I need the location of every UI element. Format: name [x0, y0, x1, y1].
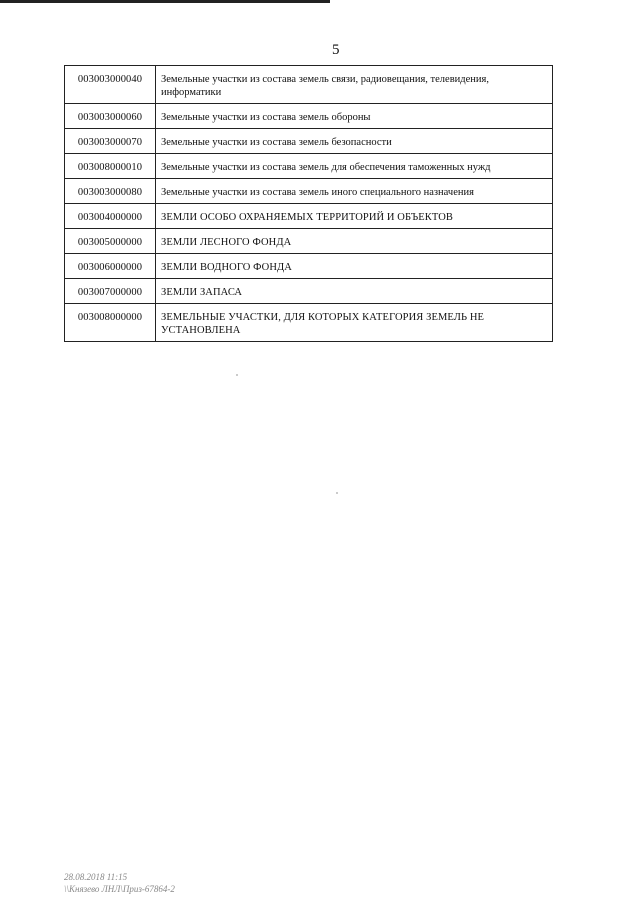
page-number: 5 — [332, 42, 340, 58]
scan-speck — [236, 374, 238, 376]
category-code: 003008000010 — [65, 154, 156, 179]
category-code: 003006000000 — [65, 254, 156, 279]
table-row — [65, 66, 553, 104]
category-code: 003003000080 — [65, 179, 156, 204]
scan-speck — [336, 492, 338, 494]
category-code: 003008000000 — [65, 304, 156, 342]
table-row — [65, 154, 553, 179]
category-name: Земельные участки из состава земель обороны — [156, 104, 553, 129]
category-name: ЗЕМЛИ ВОДНОГО ФОНДА — [156, 254, 553, 279]
category-name: Земельные участки из состава земель связи, радиовещания, телевидения, информатики — [156, 66, 553, 104]
category-name: Земельные участки из состава земель безопасности — [156, 129, 553, 154]
category-name: ЗЕМЛИ ЛЕСНОГО ФОНДА — [156, 229, 553, 254]
table-row — [65, 129, 553, 154]
table-row — [65, 279, 553, 304]
top-border-line — [0, 0, 330, 3]
category-code: 003003000040 — [65, 66, 156, 104]
table-row — [65, 229, 553, 254]
print-timestamp: 28.08.2018 11:15 — [64, 872, 128, 882]
land-category-codes-table — [64, 65, 553, 342]
table-row — [65, 104, 553, 129]
category-name: Земельные участки из состава земель для обеспечения таможенных нужд — [156, 154, 553, 179]
category-code: 003007000000 — [65, 279, 156, 304]
category-name: ЗЕМЛИ ОСОБО ОХРАНЯЕМЫХ ТЕРРИТОРИЙ И ОБЪЕКТОВ — [156, 204, 553, 229]
category-name: ЗЕМЕЛЬНЫЕ УЧАСТКИ, ДЛЯ КОТОРЫХ КАТЕГОРИЯ ЗЕМЕЛЬ НЕ УСТАНОВЛЕНА — [156, 304, 553, 342]
category-code: 003003000070 — [65, 129, 156, 154]
document-reference: \\Князево ЛНЛ\Приз-67864-2 — [64, 884, 175, 894]
table-row — [65, 304, 553, 342]
category-code: 003005000000 — [65, 229, 156, 254]
table-row — [65, 204, 553, 229]
category-name: ЗЕМЛИ ЗАПАСА — [156, 279, 553, 304]
table-row — [65, 254, 553, 279]
category-name: Земельные участки из состава земель иного специального назначения — [156, 179, 553, 204]
table-row — [65, 179, 553, 204]
category-code: 003004000000 — [65, 204, 156, 229]
category-code: 003003000060 — [65, 104, 156, 129]
